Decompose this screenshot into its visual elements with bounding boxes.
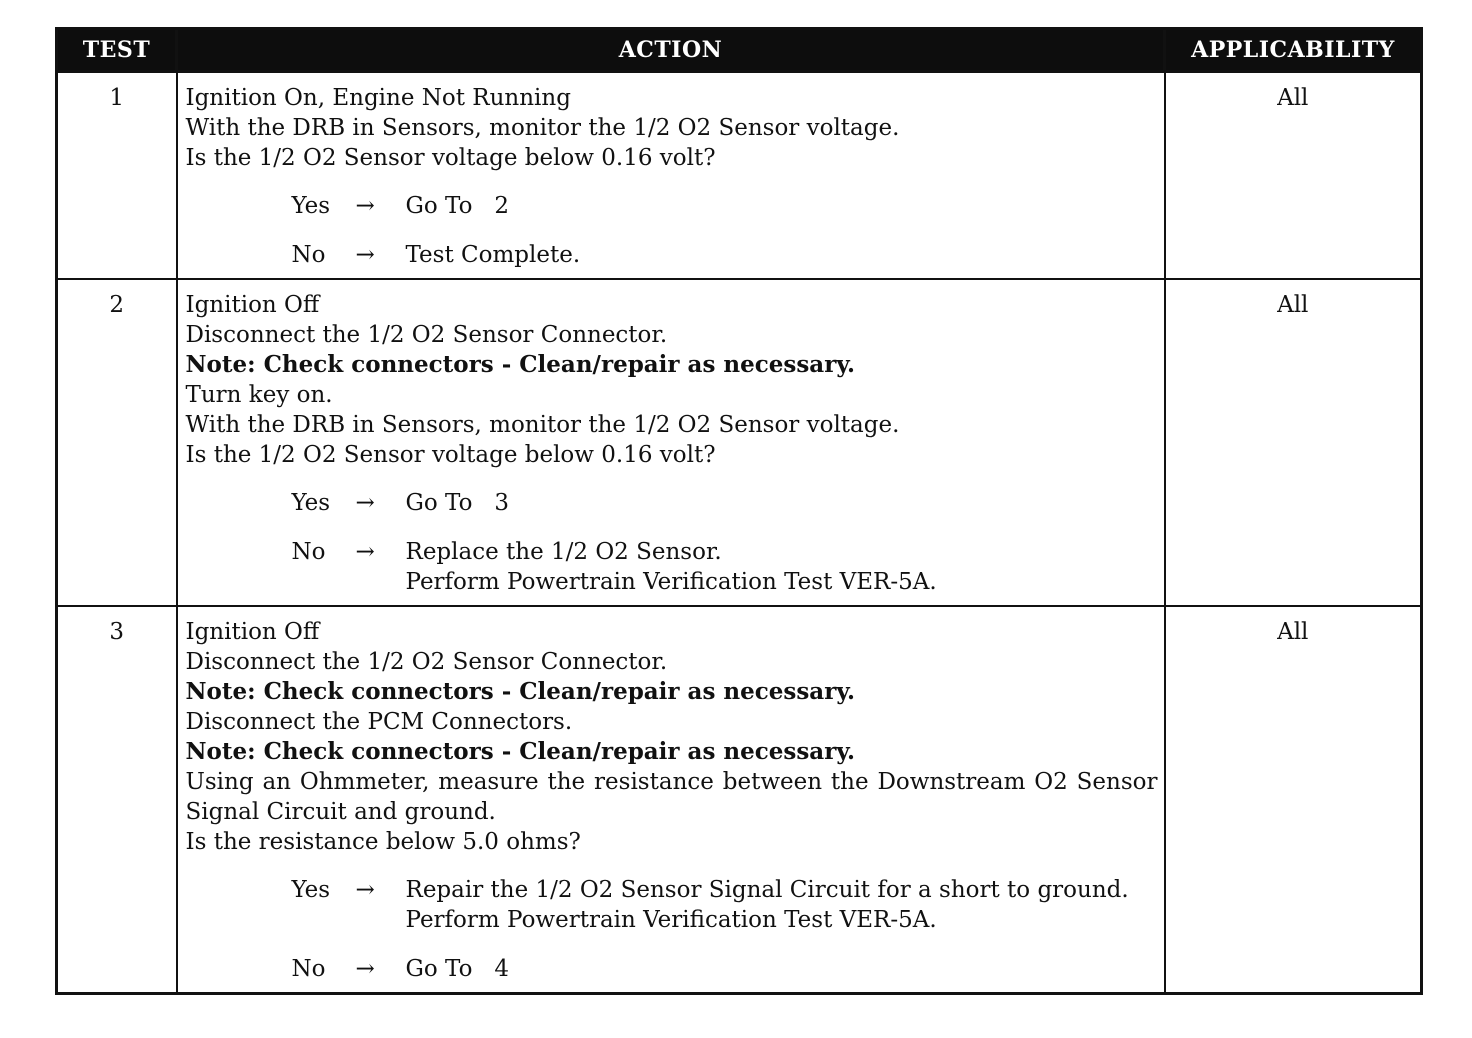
result-text-line: Go To 3 — [405, 490, 509, 516]
result-branch — [186, 240, 1158, 270]
action-step: Ignition On, Engine Not Running — [185, 85, 571, 111]
no-label: No — [291, 242, 326, 268]
action-note: Note: Check connectors - Clean/repair as necessary. — [185, 678, 856, 705]
test-number: 3 — [57, 606, 177, 994]
result-branches — [186, 191, 1158, 278]
result-branch — [186, 488, 1158, 518]
action-step: Is the resistance below 5.0 ohms? — [185, 829, 581, 855]
action-step: Disconnect the 1/2 O2 Sensor Connector. — [185, 322, 668, 348]
result-branches — [186, 875, 1158, 992]
action-step: Ignition Off — [185, 292, 320, 318]
table-body — [57, 72, 1422, 994]
action-step: With the DRB in Sensors, monitor the 1/2 O2 Sensor voltage. — [185, 115, 900, 141]
test-number: 1 — [57, 72, 177, 280]
action-step: Disconnect the 1/2 O2 Sensor Connector. — [185, 649, 668, 675]
action-step: Is the 1/2 O2 Sensor voltage below 0.16 volt? — [185, 442, 716, 468]
result-text — [406, 537, 1158, 597]
result-text — [406, 240, 1158, 270]
no-label: No — [291, 539, 326, 565]
result-branch — [186, 191, 1158, 221]
result-text-line: Go To 2 — [405, 193, 509, 219]
result-text-line: Test Complete. — [405, 242, 581, 268]
right-arrow-icon: → — [355, 490, 375, 516]
action-step: Turn key on. — [185, 382, 333, 408]
diagnostic-test-page — [55, 27, 1420, 995]
result-text-line: Perform Powertrain Verification Test VER-5A. — [405, 569, 937, 595]
yes-label: Yes — [291, 877, 331, 903]
action-cell — [177, 606, 1165, 994]
result-branch — [186, 875, 1158, 935]
right-arrow-icon: → — [355, 877, 375, 903]
header-action: ACTION — [177, 29, 1165, 72]
diagnostic-test-table — [55, 27, 1423, 995]
result-text-line: Repair the 1/2 O2 Sensor Signal Circuit for a short to ground. — [405, 877, 1129, 903]
table-row — [57, 606, 1422, 994]
result-branch — [186, 954, 1158, 984]
action-cell — [177, 279, 1165, 606]
action-step: Ignition Off — [185, 619, 320, 645]
action-step: Signal Circuit and ground. — [185, 799, 496, 825]
right-arrow-icon: → — [355, 539, 375, 565]
no-label: No — [291, 956, 326, 982]
action-note: Note: Check connectors - Clean/repair as necessary. — [185, 351, 856, 378]
applicability-cell: All — [1165, 279, 1422, 606]
header-applicability: APPLICABILITY — [1165, 29, 1422, 72]
action-note: Note: Check connectors - Clean/repair as necessary. — [185, 738, 856, 765]
action-step: Using an Ohmmeter, measure the resistance between the Downstream O2 Sensor — [185, 769, 1158, 795]
right-arrow-icon: → — [355, 956, 375, 982]
table-row — [57, 279, 1422, 606]
action-cell — [177, 72, 1165, 280]
result-text — [406, 875, 1158, 935]
yes-label: Yes — [291, 490, 331, 516]
right-arrow-icon: → — [355, 193, 375, 219]
result-text — [406, 191, 1158, 221]
result-text — [406, 488, 1158, 518]
action-step: With the DRB in Sensors, monitor the 1/2 O2 Sensor voltage. — [185, 412, 900, 438]
result-branches — [186, 488, 1158, 605]
table-row — [57, 72, 1422, 280]
action-step: Is the 1/2 O2 Sensor voltage below 0.16 volt? — [185, 145, 716, 171]
result-text-line: Perform Powertrain Verification Test VER-5A. — [405, 907, 937, 933]
result-text — [406, 954, 1158, 984]
test-number: 2 — [57, 279, 177, 606]
yes-label: Yes — [291, 193, 331, 219]
table-header — [57, 29, 1422, 72]
applicability-cell: All — [1165, 606, 1422, 994]
result-text-line: Go To 4 — [405, 956, 509, 982]
header-test: TEST — [57, 29, 177, 72]
applicability-cell: All — [1165, 72, 1422, 280]
result-branch — [186, 537, 1158, 597]
result-text-line: Replace the 1/2 O2 Sensor. — [405, 539, 722, 565]
right-arrow-icon: → — [355, 242, 375, 268]
action-step: Disconnect the PCM Connectors. — [185, 709, 573, 735]
